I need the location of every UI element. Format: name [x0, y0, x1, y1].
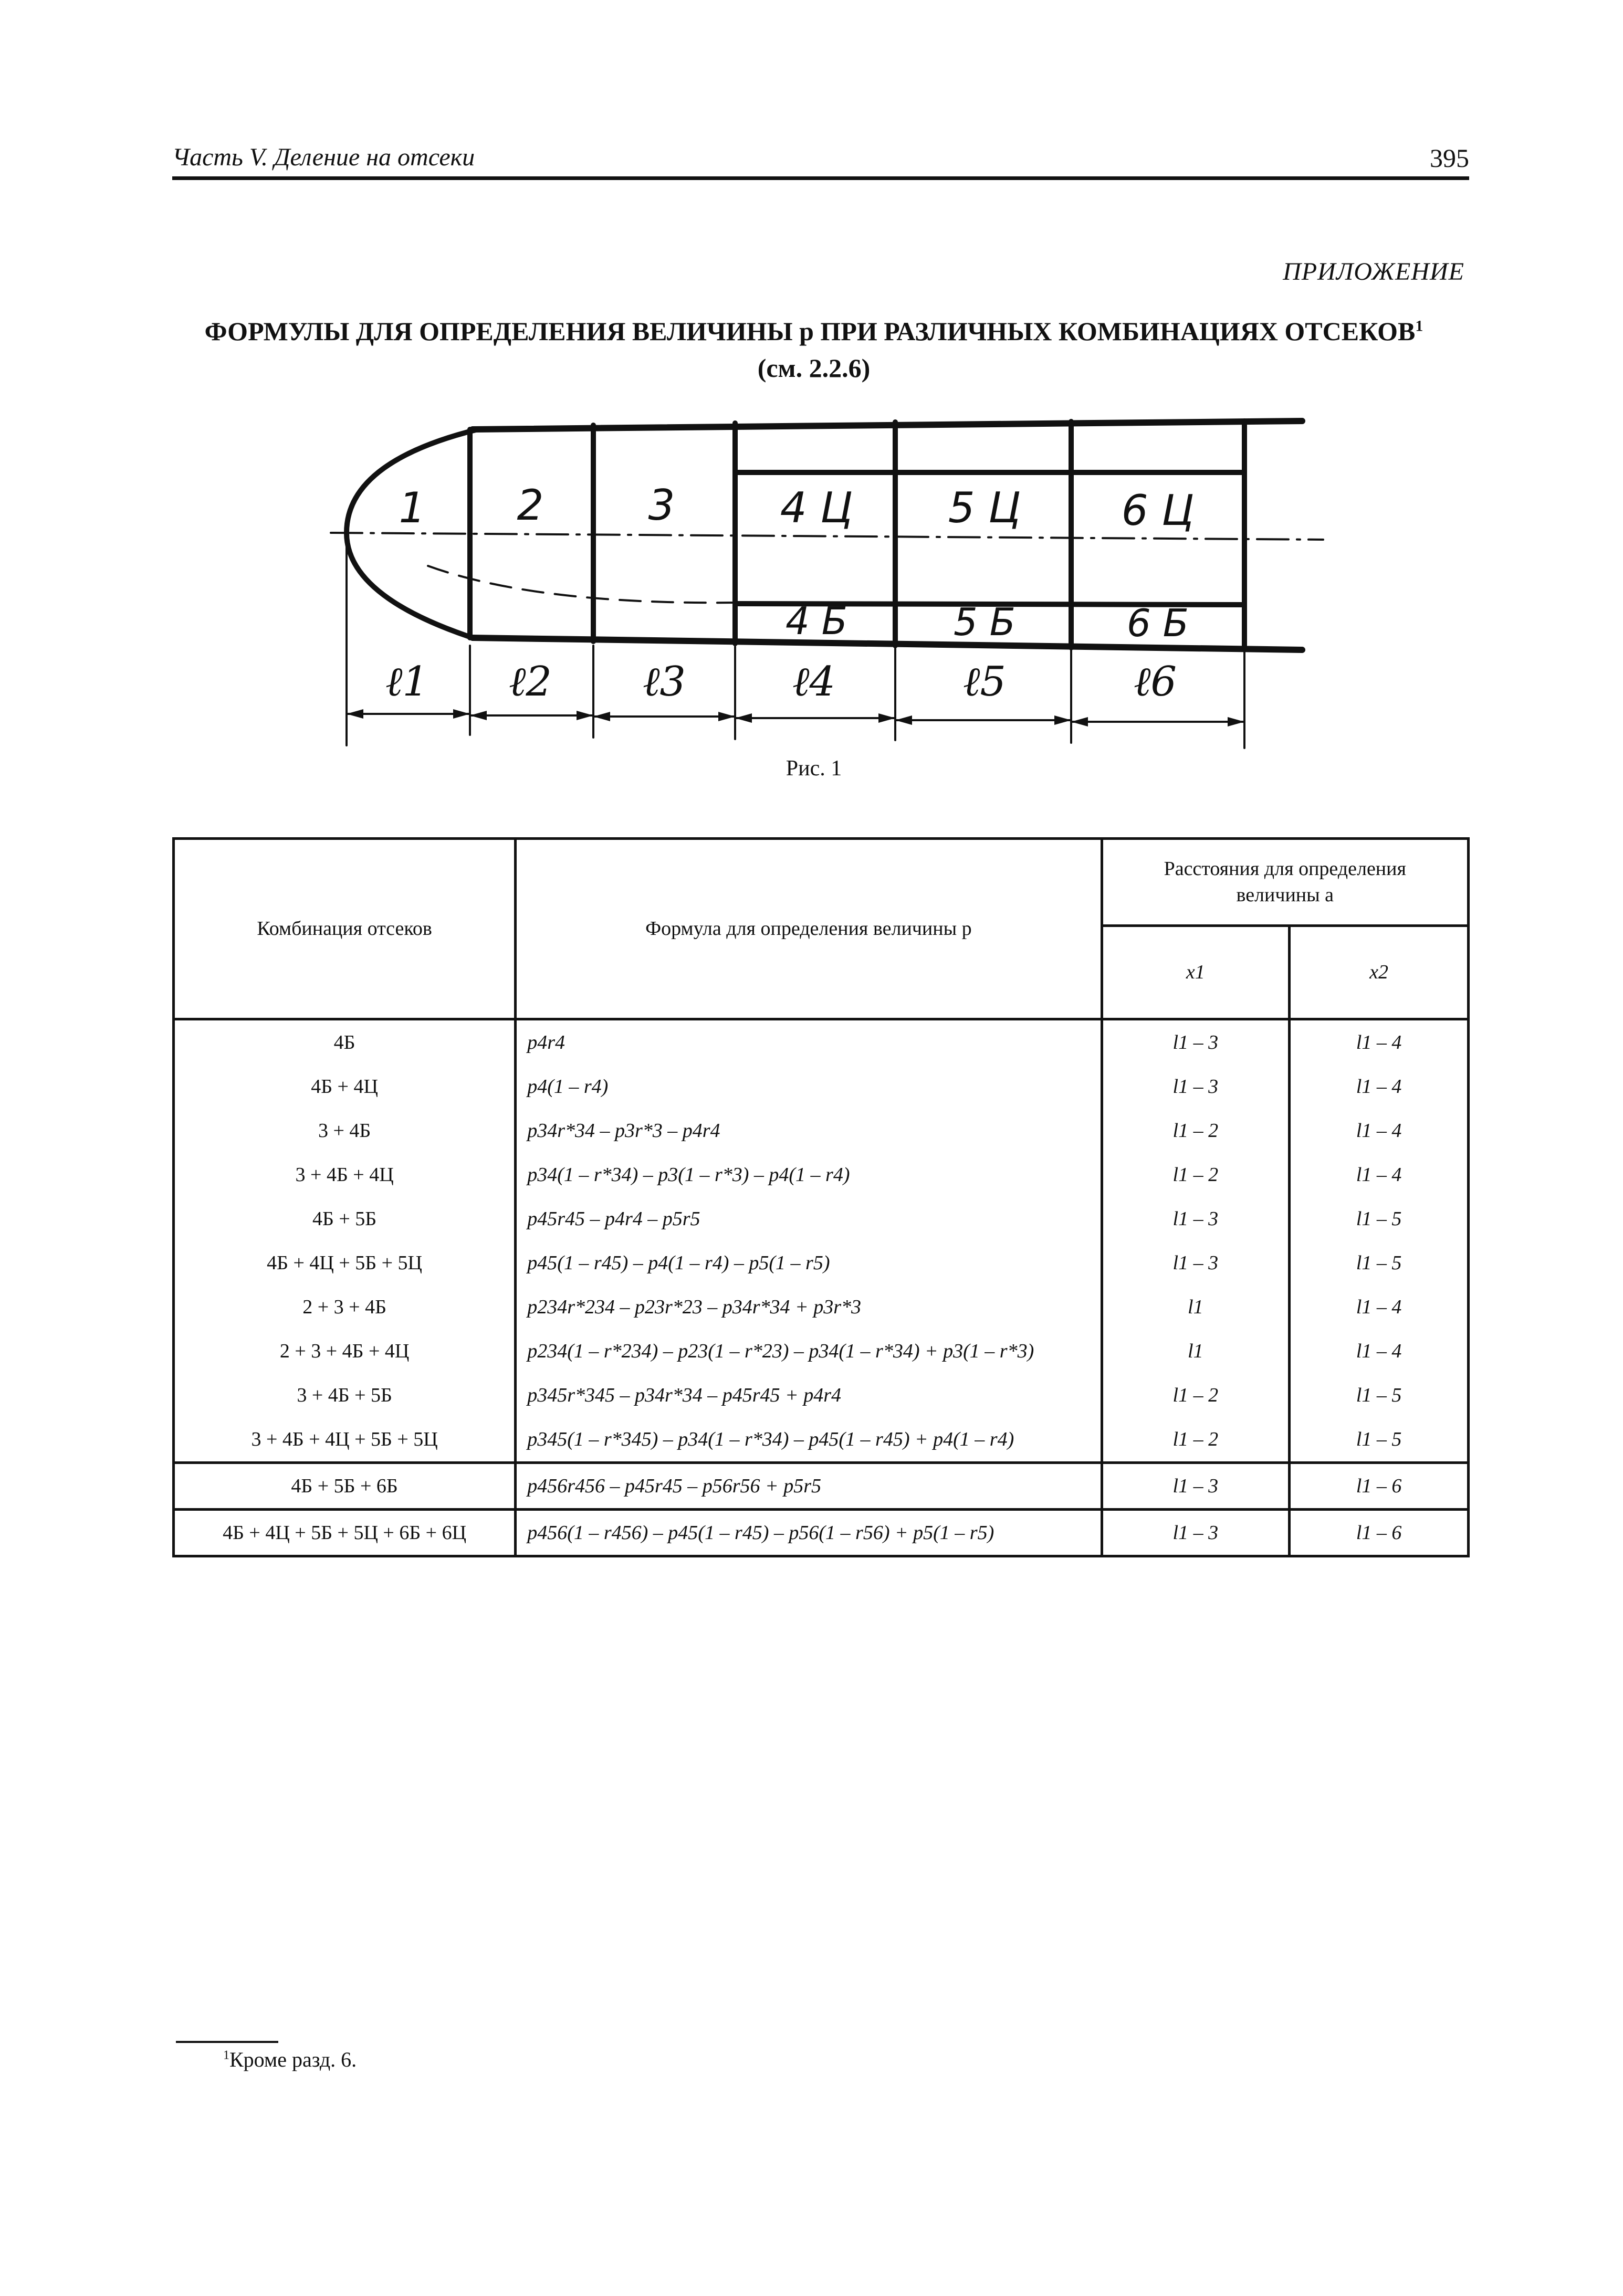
- formula-cell: p45r45 – p4r4 – p5r5: [527, 1208, 700, 1230]
- combination-cell: 3 + 4Б + 5Б: [297, 1384, 392, 1406]
- x2-cell: l1 – 5: [1356, 1428, 1402, 1450]
- formula-cell: p34(1 – r*34) – p3(1 – r*3) – p4(1 – r4): [527, 1164, 850, 1186]
- compartment-label-6c: 6 Ц: [1121, 486, 1195, 535]
- header-formula: Формула для определения величины p: [516, 839, 1102, 1019]
- x2-cell: l1 – 5: [1356, 1252, 1402, 1274]
- figure-caption: Рис. 1: [786, 756, 842, 781]
- formula-cell: p234(1 – r*234) – p23(1 – r*23) – p34(1 – r*34) + p3(1 – r*3): [527, 1340, 1034, 1362]
- combination-cell: 4Б + 5Б + 6Б: [291, 1475, 398, 1497]
- x2-cell: l1 – 4: [1356, 1164, 1402, 1186]
- compartment-label-1: 1: [399, 483, 426, 532]
- length-label-4: ℓ4: [792, 658, 836, 705]
- combination-cell: 4Б + 4Ц + 5Б + 5Ц: [267, 1252, 422, 1274]
- x1-cell: l1 – 3: [1172, 1076, 1219, 1098]
- footnote-text: Кроме разд. 6.: [229, 2048, 357, 2071]
- x1-column: [1102, 1510, 1290, 1556]
- formula-cell: p4r4: [527, 1031, 565, 1054]
- x2-cell: l1 – 4: [1356, 1031, 1402, 1054]
- compartment-label-5c: 5 Ц: [948, 483, 1021, 532]
- compartment-label-6b: 6 Б: [1126, 601, 1189, 645]
- page-number: 395: [1430, 143, 1469, 173]
- compartment-label-4b: 4 Б: [785, 599, 848, 643]
- combination-column: [174, 1510, 516, 1556]
- x1-cell: l1 – 3: [1172, 1252, 1219, 1274]
- x2-cell: l1 – 4: [1356, 1296, 1402, 1318]
- x1-cell: l1 – 3: [1172, 1475, 1219, 1497]
- combination-cell: 4Б + 4Ц + 5Б + 5Ц + 6Б + 6Ц: [223, 1522, 467, 1544]
- footnote-rule: [176, 2041, 278, 2043]
- x1-column: [1102, 1463, 1290, 1510]
- x1-cell: l1 – 2: [1172, 1384, 1219, 1406]
- x2-cell: l1 – 6: [1356, 1522, 1402, 1544]
- x1-cell: l1 – 2: [1172, 1164, 1219, 1186]
- combination-column: [174, 1463, 516, 1510]
- formula-cell: p345r*345 – p34r*34 – p45r45 + p4r4: [527, 1384, 841, 1406]
- length-label-6: ℓ6: [1133, 658, 1177, 705]
- combination-cell: 4Б + 5Б: [312, 1208, 377, 1230]
- combination-cell: 4Б: [333, 1031, 355, 1054]
- combination-cell: 3 + 4Б: [318, 1120, 371, 1142]
- table-body: [174, 1019, 1469, 1556]
- combination-cell: 2 + 3 + 4Б: [302, 1296, 386, 1318]
- document-title: [152, 316, 1475, 346]
- combination-cell: 3 + 4Б + 4Ц: [295, 1164, 394, 1186]
- formula-cell: p45(1 – r45) – p4(1 – r4) – p5(1 – r5): [527, 1252, 830, 1274]
- x2-cell: l1 – 6: [1356, 1475, 1402, 1497]
- page-header: [172, 143, 1469, 180]
- x2-cell: l1 – 4: [1356, 1120, 1402, 1142]
- header-combination: Комбинация отсеков: [174, 839, 516, 1019]
- length-label-3: ℓ3: [642, 658, 686, 705]
- combination-cell: 4Б + 4Ц: [311, 1076, 378, 1098]
- compartment-label-2: 2: [517, 481, 544, 530]
- x1-cell: l1: [1188, 1296, 1203, 1318]
- length-label-5: ℓ5: [962, 658, 1007, 705]
- x1-cell: l1 – 3: [1172, 1522, 1219, 1544]
- formula-cell: p234r*234 – p23r*23 – p34r*34 + p3r*3: [527, 1296, 861, 1318]
- header-x2: x2: [1290, 926, 1469, 1019]
- formula-column: [516, 1463, 1102, 1510]
- x1-cell: l1 – 3: [1172, 1208, 1219, 1230]
- compartment-label-4c: 4 Ц: [780, 483, 853, 532]
- x1-cell: l1: [1188, 1340, 1203, 1362]
- x2-cell: l1 – 4: [1356, 1076, 1402, 1098]
- formula-table: [172, 837, 1470, 1557]
- length-label-1: ℓ1: [385, 658, 429, 705]
- formula-column: [516, 1019, 1102, 1463]
- formula-cell: p456r456 – p45r45 – p56r56 + p5r5: [527, 1475, 821, 1497]
- table-group: [174, 1463, 1469, 1510]
- formula-cell: p345(1 – r*345) – p34(1 – r*34) – p45(1 – r45) + p4(1 – r4): [527, 1428, 1014, 1450]
- compartment-diagram: [315, 399, 1339, 756]
- title-footnote-mark: 1: [1415, 317, 1423, 335]
- x2-column: [1290, 1019, 1469, 1463]
- appendix-label: ПРИЛОЖЕНИЕ: [1283, 258, 1464, 286]
- formula-cell: p34r*34 – p3r*3 – p4r4: [527, 1120, 720, 1142]
- x2-cell: l1 – 5: [1356, 1208, 1402, 1230]
- combination-cell: 3 + 4Б + 4Ц + 5Б + 5Ц: [251, 1428, 438, 1450]
- hull-sketch: [315, 399, 1339, 756]
- combination-column: [174, 1019, 516, 1463]
- header-distances: Расстояния для определения величины a: [1102, 839, 1468, 926]
- combination-cell: 2 + 3 + 4Б + 4Ц: [279, 1340, 410, 1362]
- table-group: [174, 1019, 1469, 1463]
- x1-cell: l1 – 2: [1172, 1428, 1219, 1450]
- compartment-label-5b: 5 Б: [953, 600, 1016, 644]
- header-x1: x1: [1102, 926, 1290, 1019]
- x1-cell: l1 – 3: [1172, 1031, 1219, 1054]
- footnote-mark: 1: [223, 2048, 229, 2062]
- table-group: [174, 1510, 1469, 1556]
- footnote: [223, 2047, 357, 2072]
- x2-column: [1290, 1463, 1469, 1510]
- formula-column: [516, 1510, 1102, 1556]
- length-label-2: ℓ2: [508, 658, 552, 705]
- title-text: ФОРМУЛЫ ДЛЯ ОПРЕДЕЛЕНИЯ ВЕЛИЧИНЫ p ПРИ РАЗЛИЧНЫХ КОМБИНАЦИЯХ ОТСЕКОВ: [204, 317, 1416, 346]
- x1-column: [1102, 1019, 1290, 1463]
- x2-cell: l1 – 4: [1356, 1340, 1402, 1362]
- x2-cell: l1 – 5: [1356, 1384, 1402, 1406]
- section-title: Часть V. Деление на отсеки: [172, 143, 475, 171]
- x2-column: [1290, 1510, 1469, 1556]
- formula-cell: p456(1 – r456) – p45(1 – r45) – p56(1 – r56) + p5(1 – r5): [527, 1522, 994, 1544]
- formula-cell: p4(1 – r4): [527, 1076, 609, 1098]
- x1-cell: l1 – 2: [1172, 1120, 1219, 1142]
- compartment-label-3: 3: [648, 481, 675, 530]
- title-reference: (см. 2.2.6): [757, 353, 871, 383]
